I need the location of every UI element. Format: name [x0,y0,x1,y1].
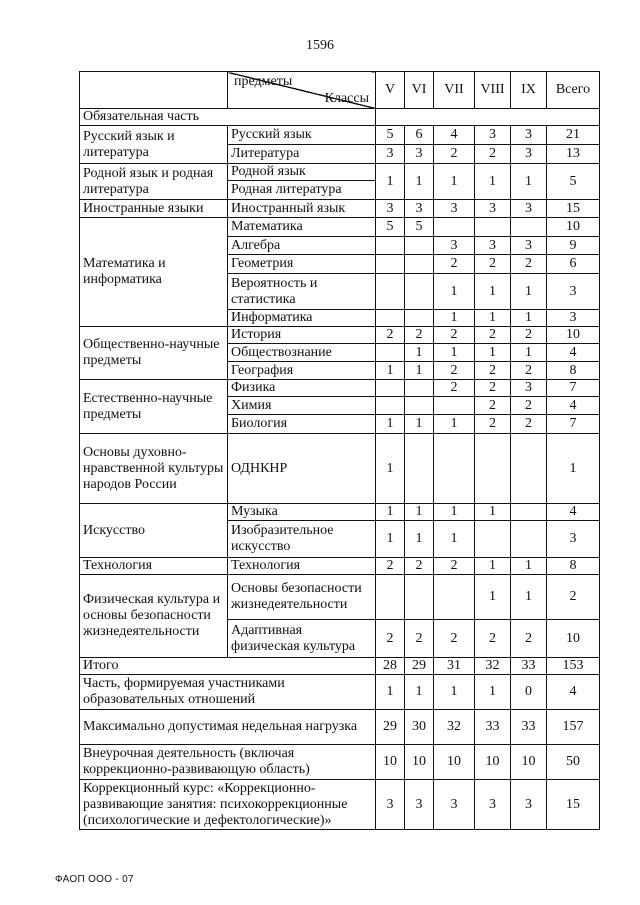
hours-cell: 3 [511,780,547,830]
summary-row [80,658,600,675]
hours-cell: 1 [405,362,434,380]
subject-area: Основы духовно-нравственной культуры народов России [80,434,228,504]
hours-cell [475,218,511,237]
hours-cell: 1 [376,504,405,521]
header-diagonal-cell [228,72,376,109]
hours-cell: 3 [434,237,475,255]
hours-cell: 2 [434,255,475,274]
hours-cell: 1 [376,434,405,504]
subject-name: Родной язык [228,164,376,181]
hours-cell: 1 [376,164,405,200]
total-cell: 157 [547,710,600,745]
hours-cell [511,434,547,504]
table-row [80,164,600,181]
subject-name: Изобразительное искусство [228,521,376,558]
hours-cell: 10 [434,745,475,780]
total-cell: 1 [547,434,600,504]
hours-cell: 2 [511,620,547,658]
hours-cell: 2 [475,255,511,274]
hours-cell: 1 [405,415,434,434]
subject-name: Русский язык [228,126,376,145]
total-cell: 9 [547,237,600,255]
hours-cell: 5 [405,218,434,237]
hours-cell: 1 [434,164,475,200]
hours-cell: 32 [434,710,475,745]
hours-cell [511,504,547,521]
hours-cell: 2 [511,327,547,344]
subject-name: Адаптивная физическая культура [228,620,376,658]
subject-area: Родной язык и родная литература [80,164,228,200]
hours-cell: 3 [405,780,434,830]
hours-cell: 2 [511,255,547,274]
hours-cell: 10 [405,745,434,780]
hours-cell: 2 [475,380,511,397]
hours-cell [405,274,434,310]
subject-name: Иностранный язык [228,200,376,218]
summary-label: Часть, формируемая участниками образовательных отношений [80,675,376,710]
hours-cell [511,218,547,237]
subject-name: Информатика [228,310,376,327]
footer-code: ФАОП ООО - 07 [55,874,134,885]
subject-area: Математика и информатика [80,218,228,327]
subject-name: Биология [228,415,376,434]
hours-cell: 1 [405,504,434,521]
hours-cell [475,434,511,504]
empty-cell [376,109,600,126]
total-cell: 3 [547,521,600,558]
header-total: Всего [547,72,600,109]
subject-area: Искусство [80,504,228,558]
hours-cell: 3 [405,145,434,164]
header-empty-cell [80,72,228,109]
total-cell: 4 [547,504,600,521]
hours-cell: 2 [405,558,434,575]
subject-name: Физика [228,380,376,397]
hours-cell [405,237,434,255]
hours-cell: 10 [511,745,547,780]
table-row [80,434,600,504]
hours-cell: 3 [475,780,511,830]
hours-cell: 1 [405,675,434,710]
hours-cell: 1 [475,310,511,327]
hours-cell: 3 [511,126,547,145]
hours-cell: 1 [511,558,547,575]
hours-cell: 3 [405,200,434,218]
table-row [80,380,600,397]
hours-cell: 3 [511,237,547,255]
subject-area: Русский язык и литература [80,126,228,164]
hours-cell: 3 [434,200,475,218]
hours-cell: 0 [511,675,547,710]
hours-cell: 1 [434,274,475,310]
hours-cell: 2 [376,558,405,575]
total-cell: 4 [547,675,600,710]
subject-area: Физическая культура и основы безопасности жизнедеятельности [80,575,228,658]
summary-label: Максимально допустимая недельная нагрузка [80,710,376,745]
summary-row [80,780,600,830]
curriculum-table [79,71,600,830]
hours-cell: 3 [376,200,405,218]
subject-area: Иностранные языки [80,200,228,218]
hours-cell: 1 [434,310,475,327]
subject-name: Родная литература [228,181,376,200]
hours-cell: 1 [475,164,511,200]
hours-cell: 29 [405,658,434,675]
hours-cell: 2 [475,620,511,658]
subject-name: Литература [228,145,376,164]
total-cell: 3 [547,274,600,310]
hours-cell: 2 [434,145,475,164]
hours-cell: 1 [376,415,405,434]
hours-cell: 32 [475,658,511,675]
table-row [80,558,600,575]
hours-cell [511,521,547,558]
table-row [80,126,600,145]
hours-cell: 3 [475,126,511,145]
subject-name: История [228,327,376,344]
hours-cell: 1 [405,164,434,200]
subject-area: Естественно-научные предметы [80,380,228,434]
hours-cell: 1 [434,504,475,521]
header-classes-label: Классы [324,91,369,106]
hours-cell: 2 [511,415,547,434]
table-row [80,504,600,521]
hours-cell: 2 [405,620,434,658]
hours-cell: 1 [434,415,475,434]
hours-cell [405,397,434,415]
subject-name: Алгебра [228,237,376,255]
total-cell: 5 [547,164,600,200]
hours-cell: 5 [376,126,405,145]
hours-cell: 1 [475,344,511,362]
total-cell: 6 [547,255,600,274]
total-cell: 8 [547,362,600,380]
hours-cell: 1 [376,521,405,558]
subject-name: Технология [228,558,376,575]
hours-cell: 3 [475,200,511,218]
summary-row [80,710,600,745]
hours-cell: 6 [405,126,434,145]
hours-cell: 5 [376,218,405,237]
hours-cell: 1 [376,362,405,380]
header-grade: VII [434,72,475,109]
header-subjects-label: предметы [234,74,293,89]
total-cell: 2 [547,575,600,620]
hours-cell [376,380,405,397]
header-grade: VIII [475,72,511,109]
hours-cell: 4 [434,126,475,145]
summary-row [80,675,600,710]
total-cell: 15 [547,200,600,218]
subject-name: Геометрия [228,255,376,274]
hours-cell [434,397,475,415]
hours-cell: 2 [376,327,405,344]
hours-cell: 1 [511,274,547,310]
hours-cell: 1 [511,164,547,200]
hours-cell: 3 [511,145,547,164]
page-number: 1596 [306,38,334,53]
hours-cell: 1 [475,558,511,575]
hours-cell: 2 [434,620,475,658]
hours-cell: 1 [475,575,511,620]
hours-cell: 3 [434,780,475,830]
hours-cell: 2 [511,397,547,415]
total-cell: 7 [547,415,600,434]
hours-cell [405,575,434,620]
hours-cell: 2 [511,362,547,380]
hours-cell [376,397,405,415]
table-body [80,109,600,830]
header-grade: V [376,72,405,109]
hours-cell: 1 [434,675,475,710]
header-grade: IX [511,72,547,109]
hours-cell: 3 [511,200,547,218]
hours-cell: 1 [405,344,434,362]
hours-cell: 30 [405,710,434,745]
subject-name: Математика [228,218,376,237]
subject-name: Химия [228,397,376,415]
total-cell: 10 [547,218,600,237]
hours-cell: 1 [511,344,547,362]
hours-cell: 3 [376,145,405,164]
hours-cell: 1 [475,274,511,310]
hours-cell [405,310,434,327]
subject-name: Вероятность и статистика [228,274,376,310]
total-cell: 15 [547,780,600,830]
subject-name: Обществознание [228,344,376,362]
hours-cell: 2 [434,362,475,380]
hours-cell [376,344,405,362]
hours-cell: 2 [376,620,405,658]
hours-cell: 1 [405,521,434,558]
summary-row [80,745,600,780]
total-cell: 8 [547,558,600,575]
hours-cell: 10 [475,745,511,780]
hours-cell: 2 [475,327,511,344]
hours-cell: 2 [475,362,511,380]
total-cell: 50 [547,745,600,780]
hours-cell: 1 [511,575,547,620]
total-cell: 3 [547,310,600,327]
subject-area: Общественно-научные предметы [80,327,228,380]
mandatory-part-row [80,109,600,126]
subject-area: Технология [80,558,228,575]
hours-cell: 29 [376,710,405,745]
hours-cell [434,218,475,237]
subject-name: ОДНКНР [228,434,376,504]
total-cell: 13 [547,145,600,164]
total-cell: 153 [547,658,600,675]
hours-cell: 1 [511,310,547,327]
hours-cell [376,575,405,620]
hours-cell [434,575,475,620]
total-cell: 7 [547,380,600,397]
hours-cell [405,434,434,504]
summary-label: Внеурочная деятельность (включая коррекционно-развивающую область) [80,745,376,780]
hours-cell: 3 [475,237,511,255]
hours-cell: 28 [376,658,405,675]
hours-cell [434,434,475,504]
total-cell: 4 [547,344,600,362]
hours-cell: 3 [376,780,405,830]
hours-cell: 2 [405,327,434,344]
header-grade: VI [405,72,434,109]
subject-name: Музыка [228,504,376,521]
hours-cell: 1 [434,521,475,558]
hours-cell [376,255,405,274]
hours-cell: 2 [434,327,475,344]
total-cell: 4 [547,397,600,415]
hours-cell: 2 [475,397,511,415]
hours-cell: 1 [376,675,405,710]
total-cell: 10 [547,327,600,344]
hours-cell: 3 [511,380,547,397]
subject-name: Основы безопасности жизнедеятельности [228,575,376,620]
hours-cell: 1 [475,675,511,710]
hours-cell: 2 [475,145,511,164]
table-row [80,327,600,344]
hours-cell: 33 [511,658,547,675]
hours-cell: 31 [434,658,475,675]
hours-cell: 2 [434,558,475,575]
table-row [80,218,600,237]
hours-cell: 2 [434,380,475,397]
hours-cell [376,310,405,327]
hours-cell: 33 [511,710,547,745]
header-row [80,72,600,109]
hours-cell: 10 [376,745,405,780]
hours-cell: 1 [475,504,511,521]
hours-cell [405,380,434,397]
hours-cell [376,274,405,310]
hours-cell: 33 [475,710,511,745]
hours-cell: 2 [475,415,511,434]
summary-label: Итого [80,658,376,675]
summary-label: Коррекционный курс: «Коррекционно-развивающие занятия: психокоррекционные (психологические и дефектологические)» [80,780,376,830]
hours-cell: 1 [434,344,475,362]
table-row [80,575,600,620]
total-cell: 10 [547,620,600,658]
table-row [80,200,600,218]
hours-cell [475,521,511,558]
total-cell: 21 [547,126,600,145]
hours-cell [376,237,405,255]
mandatory-part-label: Обязательная часть [80,109,376,126]
hours-cell [405,255,434,274]
subject-name: География [228,362,376,380]
